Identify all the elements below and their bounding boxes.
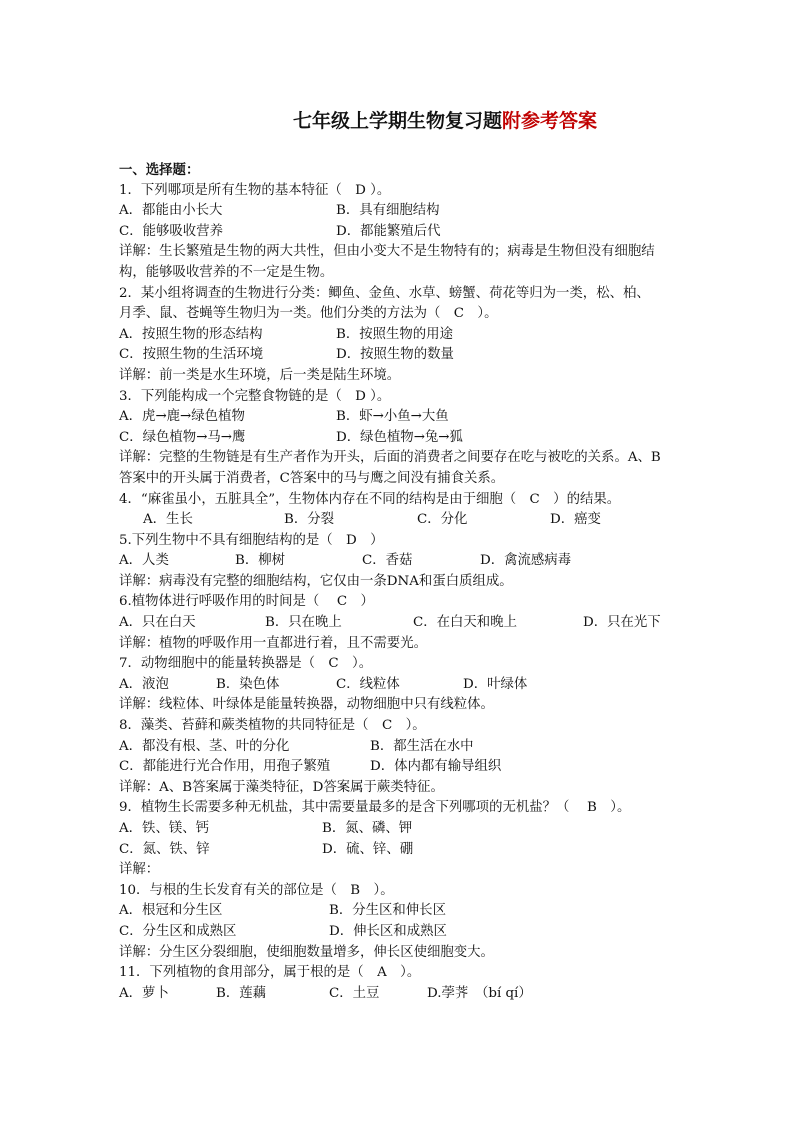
question-10-stem: 10．与根的生长发育有关的部位是（ B ）。	[119, 882, 394, 898]
option-d: D．硫、锌、硼	[322, 841, 414, 857]
option-a: A．虎→鹿→绿色植物	[119, 409, 245, 425]
question-10-options-cd	[119, 922, 679, 943]
question-1-stem: 1．下列哪项是所有生物的基本特征（ D ）。	[119, 182, 391, 198]
question-9-explanation: 详解：	[119, 862, 160, 878]
option-d: D．禽流感病毒	[480, 553, 572, 569]
option-c: C．都能进行光合作用，用孢子繁殖	[119, 759, 331, 775]
question-9-stem: 9．植物生长需要多种无机盐，其中需要量最多的是含下列哪项的无机盐？（ B ）。	[119, 800, 631, 816]
option-d: D．只在光下	[583, 615, 661, 631]
option-b: B．按照生物的用途	[336, 326, 453, 342]
question-7-options	[119, 675, 679, 696]
question-7-stem: 7．动物细胞中的能量转换器是（ C ）。	[119, 656, 373, 672]
section-heading: 一、选择题：	[119, 162, 200, 178]
option-b: B．虾→小鱼→大鱼	[336, 409, 449, 425]
option-d: D．体内都有输导组织	[370, 759, 502, 775]
question-5-options	[119, 551, 679, 572]
option-a: A．都没有根、茎、叶的分化	[119, 738, 290, 754]
question-4-stem: 4．“麻雀虽小，五脏具全”，生物体内存在不同的结构是由于细胞（ C ）的结果。	[119, 491, 621, 507]
option-c: C．在白天和晚上	[413, 615, 517, 631]
question-6-explanation: 详解：植物的呼吸作用一直都进行着，且不需要光。	[119, 635, 427, 651]
question-8-stem: 8．藻类、苔藓和蕨类植物的共同特征是（ C ）。	[119, 718, 426, 734]
question-1-options-ab	[119, 201, 679, 222]
option-c: C．氮、铁、锌	[119, 841, 210, 857]
option-a: A．根冠和分生区	[119, 903, 223, 919]
question-10-options-ab	[119, 901, 679, 922]
question-2-options-cd	[119, 345, 679, 366]
option-b: B．都生活在水中	[370, 738, 474, 754]
option-b: B．染色体	[216, 676, 280, 692]
question-6-options	[119, 613, 679, 634]
question-1-options-cd	[119, 222, 679, 243]
option-c: C．线粒体	[336, 676, 400, 692]
question-6-stem: 6.植物体进行呼吸作用的时间是（ C ）	[119, 594, 374, 610]
option-c: C．香菇	[362, 553, 413, 569]
question-3-explanation: 详解：完整的生物链是有生产者作为开头，后面的消费者之间要存在吃与被吃的关系。A、B	[119, 450, 661, 466]
question-8-options-cd	[119, 757, 679, 778]
question-2-stem-cont: 月季、鼠、苍蝇等生物归为一类。他们分类的方法为（ C ）。	[119, 306, 498, 322]
option-d: D.荸荠 （bí qí）	[427, 985, 532, 1001]
question-1-explanation: 详解：生长繁殖是生物的两大共性，但由小变大不是生物特有的；病毒是生物但没有细胞结	[119, 244, 655, 260]
title-accent: 附参考答案	[502, 110, 598, 132]
question-1-explanation-cont: 构，能够吸收营养的不一定是生物。	[119, 264, 334, 280]
option-a: A．人类	[119, 553, 169, 569]
option-b: B．分生区和伸长区	[329, 903, 446, 919]
question-3-explanation-cont: 答案中的开头属于消费者，C答案中的马与鹰之间没有捕食关系。	[119, 470, 505, 486]
option-a: A．只在白天	[119, 615, 196, 631]
title-main: 七年级上学期生物复习题	[292, 110, 502, 132]
option-d: D．绿色植物→兔→狐	[336, 429, 463, 445]
option-c: C．按照生物的生活环境	[119, 347, 264, 363]
option-b: B．分裂	[284, 512, 335, 528]
question-5-stem: 5.下列生物中不具有细胞结构的是（ D ）	[119, 532, 384, 548]
question-5-explanation: 详解：病毒没有完整的细胞结构，它仅由一条DNA和蛋白质组成。	[119, 573, 513, 589]
option-b: B．莲藕	[216, 985, 267, 1001]
page-title	[0, 106, 794, 133]
question-list	[119, 160, 679, 1004]
question-4-options	[119, 510, 679, 531]
question-2-stem: 2．某小组将调查的生物进行分类：鲫鱼、金鱼、水草、螃蟹、荷花等归为一类，松、柏、	[119, 285, 650, 301]
question-8-explanation: 详解：A、B答案属于藻类特征，D答案属于蕨类特征。	[119, 779, 444, 795]
question-3-stem: 3．下列能构成一个完整食物链的是（ D ）。	[119, 388, 391, 404]
question-11-stem: 11．下列植物的食用部分，属于根的是（ A ）。	[119, 965, 421, 981]
option-b: B．具有细胞结构	[336, 203, 440, 219]
option-a: A．都能由小长大	[119, 203, 223, 219]
question-9-options-cd	[119, 840, 679, 861]
option-c: C．分化	[417, 512, 468, 528]
option-c: C．土豆	[329, 985, 380, 1001]
option-a: A．生长	[143, 512, 193, 528]
option-d: D．癌变	[550, 512, 601, 528]
question-3-options-ab	[119, 407, 679, 428]
option-a: A．按照生物的形态结构	[119, 326, 263, 342]
question-9-options-ab	[119, 819, 679, 840]
option-b: B．柳树	[235, 553, 286, 569]
option-d: D．都能繁殖后代	[336, 223, 441, 239]
option-b: B．氮、磷、钾	[322, 821, 413, 836]
question-8-options-ab	[119, 737, 679, 758]
option-d: D．按照生物的数量	[336, 347, 454, 363]
option-d: D．伸长区和成熟区	[329, 923, 447, 939]
option-a: A．萝卜	[119, 985, 169, 1001]
question-11-options	[119, 984, 679, 1005]
option-d: D．叶绿体	[463, 676, 528, 692]
option-c: C．绿色植物→马→鹰	[119, 429, 246, 445]
option-b: B．只在晚上	[265, 615, 342, 631]
question-3-options-cd	[119, 428, 679, 449]
option-a: A．液泡	[119, 676, 169, 692]
option-c: C．分生区和成熟区	[119, 923, 237, 939]
question-7-explanation: 详解：线粒体、叶绿体是能量转换器，动物细胞中只有线粒体。	[119, 697, 494, 713]
option-a: A．铁、镁、钙	[119, 821, 210, 836]
option-c: C．能够吸收营养	[119, 223, 223, 239]
question-10-explanation: 详解：分生区分裂细胞，使细胞数量增多，伸长区使细胞变大。	[119, 944, 494, 960]
question-2-explanation: 详解：前一类是水生环境，后一类是陆生环境。	[119, 367, 401, 383]
question-2-options-ab	[119, 325, 679, 346]
